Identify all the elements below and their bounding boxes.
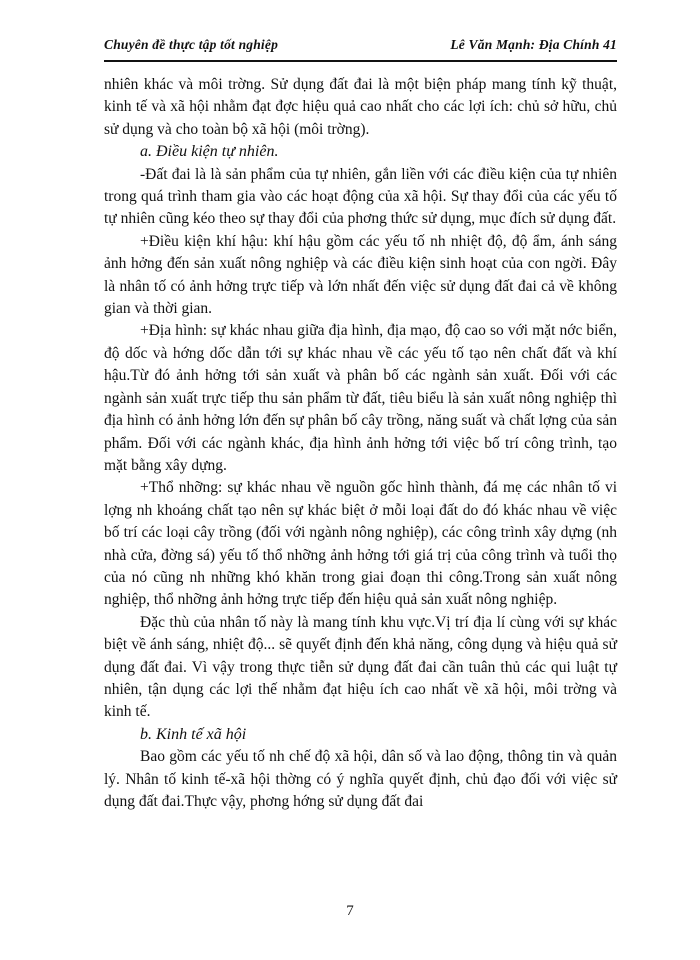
paragraph-regional-characteristics: Đặc thù của nhân tố này là mang tính khu vực.Vị trí địa lí cùng với sự khác biệt về ánh sáng, nhiệt độ... sẽ quyết định đến khả năng, công dụng và hiệu quả sử dụng đất đai. Vì vậy trong thực tiễn sử dụng đất đai cần tuân thủ các qui luật tự nhiên, tận dụng các lợi thế nhằm đạt hiệu ích cao nhất về xã hội, môi trờng và kinh tế.: [104, 613, 617, 721]
page-header: [104, 36, 617, 62]
paragraph-terrain: +Địa hình: sự khác nhau giữa địa hình, địa mạo, độ cao so với mặt nớc biển, độ dốc và hớng dốc dẫn tới sự khác nhau về các yếu tố tạo nên chất đất và khí hậu.Từ đó ảnh hởng tới sản xuất và phân bố các ngành sản xuất. Đối với các ngành sản xuất trực tiếp thu sản phẩm từ đất, tiêu biểu là sản xuất nông nghiệp thì địa hình có ảnh hởng lớn đến sự phân bố cây trồng, năng suất và chất lợng của sản phẩm. Đối với các ngành khác, địa hình ảnh hởng tới việc bố trí công trình, tạo mặt bằng xây dựng.: [104, 322, 617, 474]
page-number: 7: [346, 903, 354, 919]
header-title-left: Chuyên đề thực tập tốt nghiệp: [104, 37, 279, 52]
document-body: [104, 74, 617, 813]
section-heading-socio-economic: b. Kinh tế xã hội: [140, 725, 247, 743]
paragraph-intro: nhiên khác và môi trờng. Sử dụng đất đai là một biện pháp mang tính kỹ thuật, kinh tế và xã hội nhằm đạt đợc hiệu quả cao nhất cho các lợi ích: chủ sở hữu, chủ sử dụng và cho toàn bộ xã hội (môi trờng).: [104, 76, 617, 138]
paragraph-soil: +Thổ nhỡng: sự khác nhau về nguồn gốc hình thành, đá mẹ các nhân tố vi lợng nh khoáng chất tạo nên sự khác biệt ở mỗi loại đất do đó khác nhau về việc bố trí các loại cây trồng (đối với ngành nông nghiệp), các công trình xây dựng (nh nhà cửa, đờng sá) yếu tố thổ nhỡng ảnh hởng tới giá trị của công trình và tuổi thọ của nó cũng nh những khó khăn trong giai đoạn thi công.Trong sản xuất nông nghiệp, thổ nhỡng ảnh hởng trực tiếp đến hiệu quả sản xuất nông nghiệp.: [104, 479, 617, 609]
paragraph-socio-economic: Bao gồm các yếu tố nh chế độ xã hội, dân số và lao động, thông tin và quản lý. Nhân tố kinh tế-xã hội thờng có ý nghĩa quyết định, chủ đạo đối với việc sử dụng đất đai.Thực vậy, phơng hớng sử dụng đất đai: [104, 748, 617, 810]
paragraph-climate: +Điều kiện khí hậu: khí hậu gồm các yếu tố nh nhiệt độ, độ ẩm, ánh sáng ảnh hởng đến sản xuất nông nghiệp và các điều kiện sinh hoạt của con ngời. Đây là nhân tố có ảnh hởng trực tiếp và lớn nhất đến việc sử dụng đất đai cả về không gian và thời gian.: [104, 232, 617, 318]
header-author-right: Lê Văn Mạnh: Địa Chính 41: [450, 37, 617, 52]
paragraph-land-nature: -Đất đai là là sản phẩm của tự nhiên, gắn liền với các điều kiện của tự nhiên trong quá trình tham gia vào các hoạt động của xã hội. Sự thay đổi của các yếu tố tự nhiên cũng kéo theo sự thay đổi của phơng thức sử dụng, mục đích sử dụng đất.: [104, 165, 617, 228]
section-heading-natural-conditions: a. Điều kiện tự nhiên.: [140, 143, 279, 161]
